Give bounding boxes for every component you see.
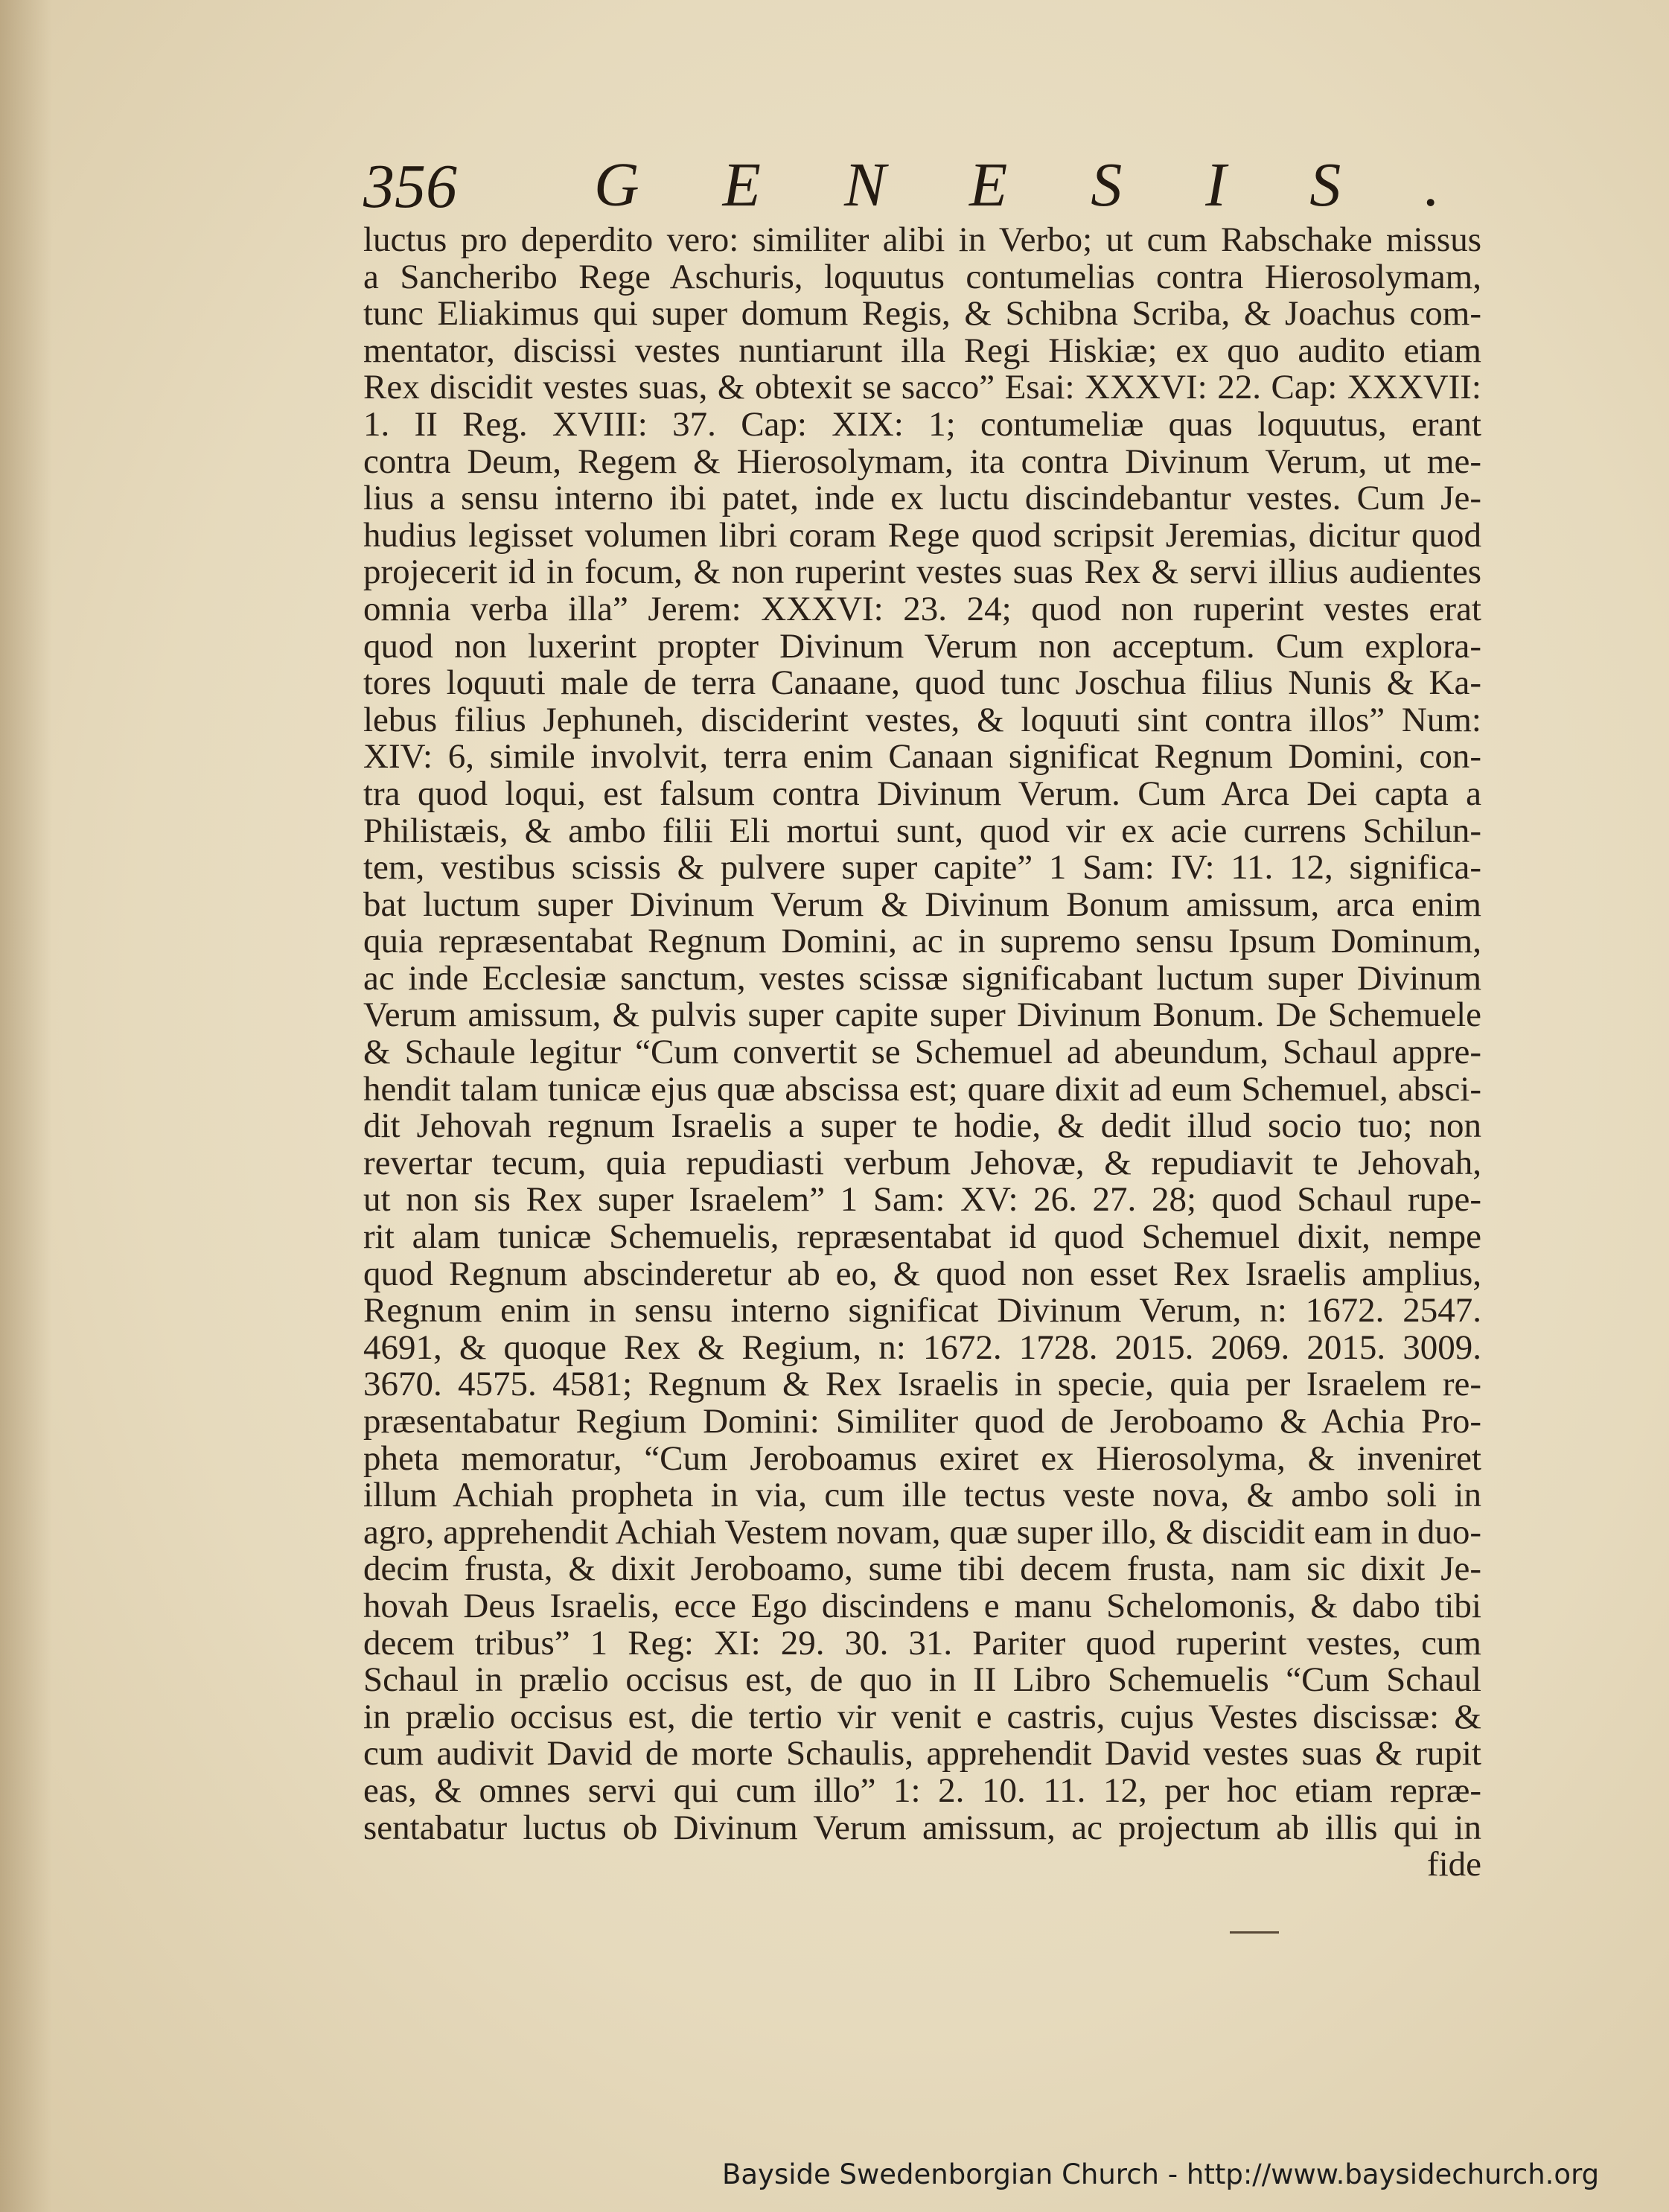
text-line: quod Regnum abscinderetur ab eo, & quod non esset Rex Israelis amplius, bbox=[363, 1255, 1481, 1293]
text-line: Philistæis, & ambo filii Eli mortui sunt, quod vir ex acie currens Schilun- bbox=[363, 812, 1481, 850]
text-line: præsentabatur Regium Domini: Similiter quod de Jeroboamo & Achia Pro- bbox=[363, 1403, 1481, 1441]
text-line: contra Deum, Regem & Hierosolymam, ita contra Divinum Verum, ut me- bbox=[363, 443, 1481, 481]
text-line: hudius legisset volumen libri coram Rege quod scripsit Jeremias, dicitur quod bbox=[363, 517, 1481, 555]
text-line: tores loquuti male de terra Canaane, quod tunc Joschua filius Nunis & Ka- bbox=[363, 665, 1481, 702]
text-line: lebus filius Jephuneh, disciderint vestes, & loquuti sint contra illos” Num: bbox=[363, 701, 1481, 739]
text-line: Regnum enim in sensu interno significat Divinum Verum, n: 1672. 2547. bbox=[363, 1293, 1481, 1330]
text-line: quia repræsentabat Regnum Domini, ac in supremo sensu Ipsum Dominum, bbox=[363, 923, 1481, 960]
running-header bbox=[363, 146, 1524, 228]
text-line: 4691, & quoque Rex & Regium, n: 1672. 1728. 2015. 2069. 2015. 3009. bbox=[363, 1329, 1481, 1367]
text-line: hovah Deus Israelis, ecce Ego discindens e manu Schelomonis, & dabo tibi bbox=[363, 1587, 1481, 1625]
text-line: pheta memoratur, “Cum Jeroboamus exiret ex Hierosolyma, & inveniret bbox=[363, 1440, 1481, 1478]
catchword: fide bbox=[1426, 1846, 1481, 1884]
text-line: a Sancheribo Rege Aschuris, loquutus contumelias contra Hierosolymam, bbox=[363, 258, 1481, 296]
text-line: quod non luxerint propter Divinum Verum non acceptum. Cum explora- bbox=[363, 628, 1481, 666]
text-line: 1. II Reg. XVIII: 37. Cap: XIX: 1; contumeliæ quas loquutus, erant bbox=[363, 406, 1481, 444]
text-line: lius a sensu interno ibi patet, inde ex luctu discindebantur vestes. Cum Je- bbox=[363, 480, 1481, 517]
text-line: in prælio occisus est, die tertio vir venit e castris, cujus Vestes discissæ: & bbox=[363, 1698, 1481, 1736]
text-line: mentator, discissi vestes nuntiarunt illa Regi Hiskiæ; ex quo audito etiam bbox=[363, 332, 1481, 370]
text-line: XIV: 6, simile involvit, terra enim Canaan significat Regnum Domini, con- bbox=[363, 739, 1481, 776]
text-line: luctus pro deperdito vero: similiter alibi in Verbo; ut cum Rabschake missus bbox=[363, 222, 1481, 259]
text-line: decim frusta, & dixit Jeroboamo, sume tibi decem frusta, nam sic dixit Je- bbox=[363, 1551, 1481, 1588]
footer-rule bbox=[1230, 1931, 1279, 1934]
page-gutter-shadow bbox=[0, 0, 52, 2212]
text-line: 3670. 4575. 4581; Regnum & Rex Israelis in specie, quia per Israelem re- bbox=[363, 1366, 1481, 1403]
text-line: bat luctum super Divinum Verum & Divinum Bonum amissum, arca enim bbox=[363, 886, 1481, 924]
text-line: illum Achiah propheta in via, cum ille tectus veste nova, & ambo soli in bbox=[363, 1477, 1481, 1514]
text-line: tem, vestibus scissis & pulvere super capite” 1 Sam: IV: 11. 12, significa- bbox=[363, 850, 1481, 887]
running-title: GENESIS. bbox=[594, 150, 1524, 220]
text-line: cum audivit David de morte Schaulis, apprehendit David vestes suas & rupit bbox=[363, 1736, 1481, 1773]
text-line: ut non sis Rex super Israelem” 1 Sam: XV: 26. 27. 28; quod Schaul rupe- bbox=[363, 1182, 1481, 1220]
text-line: revertar tecum, quia repudiasti verbum Jehovæ, & repudiavit te Jehovah, bbox=[363, 1144, 1481, 1182]
text-line: Verum amissum, & pulvis super capite super Divinum Bonum. De Schemuele bbox=[363, 997, 1481, 1035]
text-line: eas, & omnes servi qui cum illo” 1: 2. 10. 11. 12, per hoc etiam repræ- bbox=[363, 1772, 1481, 1810]
text-line: dit Jehovah regnum Israelis a super te hodie, & dedit illud socio tuo; non bbox=[363, 1108, 1481, 1145]
text-line: Rex discidit vestes suas, & obtexit se sacco” Esai: XXXVI: 22. Cap: XXXVII: bbox=[363, 369, 1481, 407]
text-line: decem tribus” 1 Reg: XI: 29. 30. 31. Pariter quod ruperint vestes, cum bbox=[363, 1625, 1481, 1663]
page-number: 356 bbox=[363, 152, 457, 221]
text-line: hendit talam tunicæ ejus quæ abscissa est; quare dixit ad eum Schemuel, absci- bbox=[363, 1071, 1481, 1109]
text-line: Schaul in prælio occisus est, de quo in II Libro Schemuelis “Cum Schaul bbox=[363, 1662, 1481, 1699]
text-line: rit alam tunicæ Schemuelis, repræsentabat id quod Schemuel dixit, nempe bbox=[363, 1219, 1481, 1256]
text-line: agro, apprehendit Achiah Vestem novam, quæ super illo, & discidit eam in duo- bbox=[363, 1514, 1481, 1552]
site-watermark: Bayside Swedenborgian Church - http://www.baysidechurch.org bbox=[722, 2158, 1600, 2190]
body-text bbox=[363, 222, 1481, 1884]
text-line: tunc Eliakimus qui super domum Regis, & Schibna Scriba, & Joachus com- bbox=[363, 296, 1481, 333]
text-line: omnia verba illa” Jerem: XXXVI: 23. 24; quod non ruperint vestes erat bbox=[363, 590, 1481, 628]
text-line: tra quod loqui, est falsum contra Divinum Verum. Cum Arca Dei capta a bbox=[363, 775, 1481, 813]
text-line: projecerit id in focum, & non ruperint vestes suas Rex & servi illius audientes bbox=[363, 554, 1481, 591]
text-line: & Schaule legitur “Cum convertit se Schemuel ad abeundum, Schaul appre- bbox=[363, 1034, 1481, 1071]
text-line: sentabatur luctus ob Divinum Verum amissum, ac projectum ab illis qui in bbox=[363, 1809, 1481, 1847]
text-line: ac inde Ecclesiæ sanctum, vestes scissæ significabant luctum super Divinum bbox=[363, 960, 1481, 998]
